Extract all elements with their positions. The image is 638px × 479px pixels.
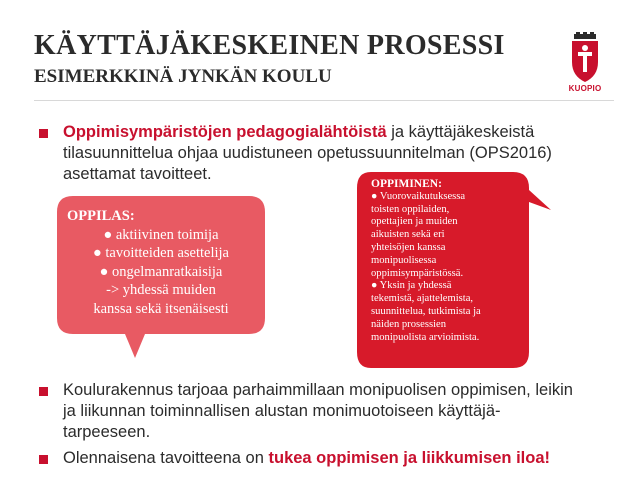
oppiminen-content bbox=[371, 178, 531, 344]
paragraph-3-highlight: tukea oppimisen ja liikkumisen iloa! bbox=[268, 449, 550, 467]
bullet-square-icon bbox=[39, 455, 48, 464]
oppiminen-line: toisten oppilaiden, bbox=[371, 203, 450, 215]
paragraph-3-line bbox=[63, 448, 623, 469]
title-divider bbox=[34, 100, 614, 101]
paragraph-2-line-3: tarpeeseen. bbox=[63, 423, 151, 441]
oppilas-item: ● aktiivinen toimija bbox=[103, 226, 219, 243]
paragraph-1-line-1-rest: ja käyttäjäkeskeistä bbox=[386, 123, 535, 141]
oppilas-title: OPPILAS: bbox=[67, 208, 135, 224]
slide-title: KÄYTTÄJÄKESKEINEN PROSESSI bbox=[34, 30, 505, 61]
paragraph-1-line-3: asettamat tavoitteet. bbox=[63, 165, 212, 183]
slide-subtitle: ESIMERKKINÄ JYNKÄN KOULU bbox=[34, 66, 332, 87]
oppilas-content bbox=[59, 207, 263, 318]
bullet-square-icon bbox=[39, 129, 48, 138]
oppiminen-line: ● Vuorovaikutuksessa bbox=[371, 190, 466, 202]
oppilas-speech-bubble bbox=[51, 190, 271, 340]
paragraph-2 bbox=[63, 380, 623, 443]
bullet-square-icon bbox=[39, 387, 48, 396]
paragraph-1-line-1 bbox=[63, 122, 623, 143]
oppilas-item: ● tavoitteiden asettelija bbox=[93, 245, 229, 261]
oppiminen-line: oppimisympäristössä. bbox=[371, 267, 464, 279]
oppilas-item: -> yhdessä muiden bbox=[106, 282, 216, 298]
oppilas-item: kanssa sekä itsenäisesti bbox=[93, 300, 229, 317]
oppiminen-line: ● Yksin ja yhdessä bbox=[371, 280, 452, 292]
oppilas-item: ● ongelmanratkaisija bbox=[99, 263, 223, 280]
paragraph-1-line-2: tilasuunnittelua ohjaa uudistuneen opetussuunnitelman (OPS2016) bbox=[63, 144, 552, 162]
oppiminen-line: aikuisten sekä eri bbox=[371, 229, 445, 241]
oppiminen-line: tekemistä, ajattelemista, bbox=[371, 293, 474, 305]
oppiminen-line: näiden prosessien bbox=[371, 318, 447, 330]
oppiminen-line: monipuolisessa bbox=[371, 254, 437, 266]
paragraph-2-line-2: ja liikunnan toiminnallisen alustan monimuotoiseen käyttäjä- bbox=[63, 402, 501, 420]
paragraph-3-text: Olennaisena tavoitteena on bbox=[63, 449, 269, 467]
oppiminen-line: suunnittelua, tutkimista ja bbox=[371, 305, 481, 317]
oppiminen-title: OPPIMINEN: bbox=[371, 178, 442, 190]
oppiminen-speech-bubble bbox=[355, 170, 530, 370]
oppiminen-line: monipuolista arvioimista. bbox=[371, 331, 480, 343]
kuopio-coat-of-arms-icon bbox=[560, 32, 610, 84]
paragraph-1-highlight: Oppimisympäristöjen pedagogialähtöistä bbox=[63, 123, 387, 141]
oppiminen-line: opettajien ja muiden bbox=[371, 216, 458, 228]
oppiminen-line: yhteisöjen kanssa bbox=[371, 241, 446, 253]
kuopio-logo-text: KUOPIO bbox=[568, 84, 602, 93]
paragraph-3 bbox=[63, 448, 623, 469]
paragraph-2-line-1: Koulurakennus tarjoaa parhaimmillaan monipuolisen oppimisen, leikin bbox=[63, 381, 573, 399]
